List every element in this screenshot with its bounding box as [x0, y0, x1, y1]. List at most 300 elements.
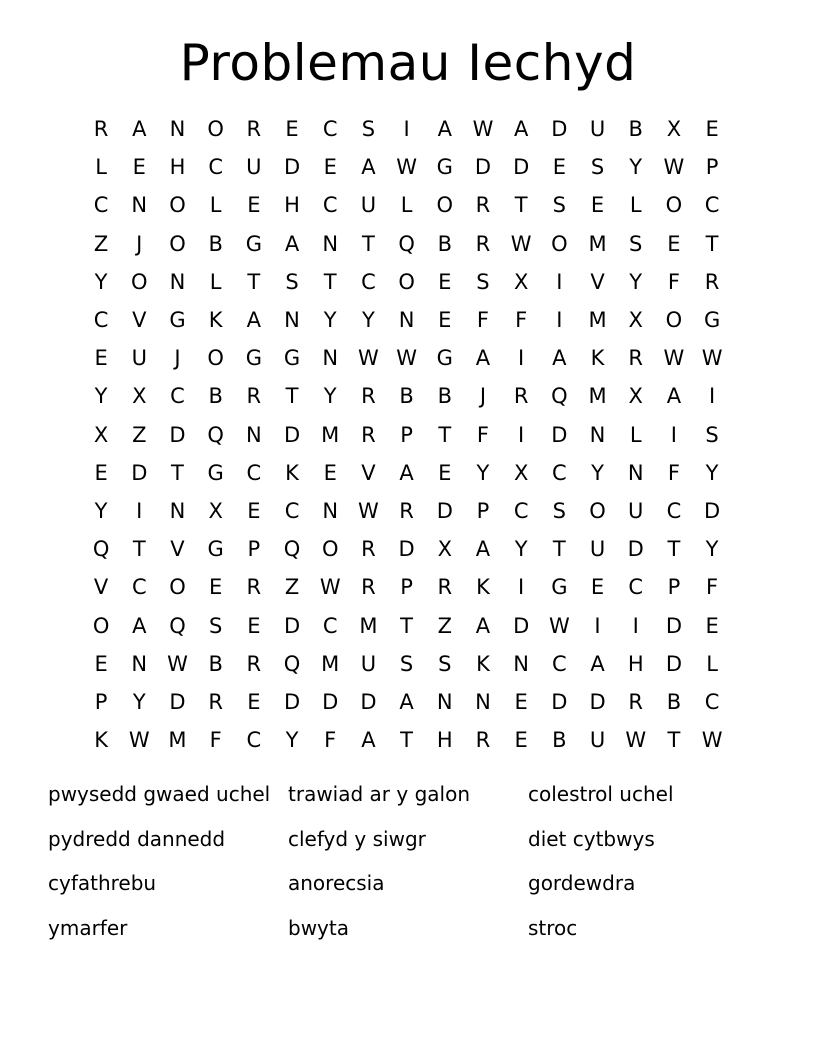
grid-letter: Y: [323, 308, 337, 333]
grid-letter: G: [551, 575, 568, 600]
grid-letter: D: [665, 613, 682, 638]
grid-letter: E: [667, 231, 681, 256]
grid-letter: E: [514, 728, 528, 753]
grid-letter: D: [283, 155, 301, 180]
grid-letter: A: [246, 308, 262, 333]
grid-letter: E: [247, 613, 261, 638]
grid-letter: D: [398, 537, 415, 562]
grid-letter: C: [322, 117, 338, 142]
grid-letter: E: [705, 613, 719, 638]
grid-letter: U: [589, 728, 606, 753]
grid-letter: L: [209, 269, 222, 294]
grid-letter: C: [322, 193, 338, 218]
grid-letter: C: [361, 269, 376, 294]
grid-letter: E: [94, 651, 108, 676]
word-list: [48, 776, 768, 954]
grid-letter: Y: [361, 308, 375, 333]
grid-letter: N: [169, 498, 186, 523]
grid-letter: X: [628, 308, 643, 333]
grid-letter: B: [628, 117, 643, 142]
grid-letter: Y: [705, 537, 719, 562]
grid-letter: V: [93, 575, 109, 600]
grid-letter: J: [174, 346, 181, 371]
grid-letter: T: [132, 537, 146, 562]
grid-letter: C: [322, 613, 338, 638]
grid-letter: S: [361, 117, 376, 142]
grid-letter: X: [513, 269, 529, 294]
grid-letter: E: [247, 689, 261, 714]
grid-letter: W: [396, 346, 417, 371]
grid-letter: D: [589, 689, 606, 714]
grid-letter: E: [323, 155, 337, 180]
grid-letter: W: [358, 498, 379, 523]
grid-letter: B: [208, 384, 223, 409]
grid-letter: D: [169, 422, 186, 447]
grid-letter: B: [666, 689, 682, 714]
grid-letter: O: [321, 537, 339, 562]
grid-letter: R: [475, 231, 491, 256]
grid-letter: J: [479, 384, 487, 409]
grid-letter: P: [705, 155, 719, 180]
grid-letter: R: [246, 575, 262, 600]
grid-letter: D: [704, 498, 721, 523]
grid-letter: V: [170, 537, 185, 562]
grid-letter: N: [322, 498, 339, 523]
grid-letter: Q: [283, 651, 301, 676]
grid-letter: P: [476, 498, 490, 523]
grid-letter: Q: [207, 422, 224, 447]
grid-letter: D: [513, 155, 530, 180]
grid-letter: P: [400, 575, 413, 600]
grid-letter: N: [169, 269, 186, 294]
grid-letter: U: [360, 193, 377, 218]
grid-letter: R: [361, 384, 376, 409]
grid-letter: G: [207, 537, 224, 562]
grid-letter: E: [209, 575, 223, 600]
grid-letter: T: [400, 613, 413, 638]
grid-letter: Y: [476, 460, 490, 485]
grid-letter: S: [552, 193, 567, 218]
grid-letter: N: [513, 651, 530, 676]
grid-letter: N: [245, 422, 262, 447]
word-list-item: clefyd y siwgr: [288, 826, 426, 851]
grid-letter: I: [518, 422, 525, 447]
grid-letter: M: [588, 308, 607, 333]
grid-letter: W: [625, 728, 647, 753]
grid-letter: G: [245, 346, 262, 371]
grid-letter: K: [208, 308, 223, 333]
grid-letter: N: [398, 308, 415, 333]
grid-letter: W: [701, 346, 723, 371]
grid-letter: A: [399, 460, 414, 485]
grid-letter: X: [628, 384, 643, 409]
grid-letter: M: [321, 651, 340, 676]
grid-letter: D: [665, 651, 682, 676]
grid-letter: N: [436, 689, 453, 714]
grid-letter: O: [169, 231, 186, 256]
grid-letter: E: [438, 460, 452, 485]
grid-letter: W: [472, 117, 494, 142]
grid-letter: R: [475, 193, 491, 218]
grid-letter: L: [95, 155, 107, 180]
grid-letter: N: [284, 308, 300, 333]
grid-letter: D: [322, 689, 339, 714]
grid-letter: A: [666, 384, 682, 409]
grid-letter: R: [628, 346, 644, 371]
grid-letter: D: [551, 117, 568, 142]
grid-letter: F: [667, 460, 680, 485]
grid-letter: L: [209, 193, 222, 218]
grid-letter: A: [132, 117, 147, 142]
grid-letter: H: [284, 193, 300, 218]
grid-letter: T: [323, 269, 337, 294]
grid-letter: Y: [132, 689, 146, 714]
grid-letter: E: [552, 155, 566, 180]
grid-letter: S: [399, 651, 414, 676]
grid-letter: O: [551, 231, 568, 256]
grid-letter: T: [705, 231, 719, 256]
grid-letter: T: [247, 269, 261, 294]
grid-letter: T: [667, 537, 681, 562]
grid-letter: T: [552, 537, 566, 562]
letter-grid: [82, 110, 731, 759]
grid-letter: Q: [169, 613, 186, 638]
grid-letter: R: [399, 498, 414, 523]
grid-letter: S: [208, 613, 223, 638]
grid-letter: D: [436, 498, 453, 523]
grid-letter: N: [322, 346, 339, 371]
grid-letter: C: [246, 460, 262, 485]
grid-letter: T: [400, 728, 413, 753]
grid-letter: C: [284, 498, 300, 523]
word-list-item: trawiad ar y galon: [288, 782, 470, 806]
grid-letter: S: [285, 269, 299, 294]
grid-letter: W: [358, 346, 379, 371]
grid-letter: G: [169, 308, 186, 333]
grid-letter: A: [132, 613, 147, 638]
grid-letter: M: [359, 613, 378, 638]
grid-letter: W: [510, 231, 532, 256]
grid-letter: U: [360, 651, 377, 676]
grid-letter: A: [475, 537, 491, 562]
grid-letter: X: [208, 498, 223, 523]
grid-letter: X: [93, 422, 109, 447]
grid-letter: P: [667, 575, 681, 600]
grid-letter: W: [128, 728, 150, 753]
grid-letter: T: [514, 193, 528, 218]
word-list-item: diet cytbwys: [528, 826, 655, 851]
grid-letter: T: [285, 384, 299, 409]
grid-letter: G: [436, 155, 453, 180]
grid-letter: N: [131, 193, 148, 218]
grid-letter: H: [169, 155, 186, 180]
grid-letter: N: [131, 651, 148, 676]
grid-letter: C: [704, 689, 720, 714]
grid-letter: D: [551, 689, 568, 714]
grid-letter: C: [628, 575, 644, 600]
grid-letter: R: [437, 575, 453, 600]
grid-letter: I: [518, 346, 525, 371]
grid-letter: E: [438, 269, 452, 294]
grid-letter: C: [93, 193, 109, 218]
grid-letter: A: [284, 231, 300, 256]
grid-letter: I: [518, 575, 525, 600]
grid-letter: R: [246, 117, 262, 142]
grid-letter: J: [136, 231, 143, 256]
grid-letter: A: [475, 613, 491, 638]
grid-letter: L: [629, 422, 642, 447]
grid-letter: L: [629, 193, 642, 218]
grid-letter: T: [171, 460, 184, 485]
grid-letter: S: [552, 498, 567, 523]
grid-letter: I: [594, 613, 601, 638]
grid-letter: D: [513, 613, 530, 638]
grid-letter: E: [438, 308, 452, 333]
grid-letter: O: [169, 575, 186, 600]
grid-letter: Y: [323, 384, 337, 409]
grid-letter: R: [628, 689, 644, 714]
grid-letter: A: [437, 117, 452, 142]
grid-letter: B: [437, 231, 452, 256]
grid-letter: E: [323, 460, 337, 485]
grid-letter: S: [438, 651, 452, 676]
grid-letter: X: [666, 117, 682, 142]
grid-letter: O: [589, 498, 606, 523]
grid-letter: V: [132, 308, 147, 333]
grid-letter: E: [247, 498, 261, 523]
grid-letter: B: [399, 384, 414, 409]
grid-letter: M: [321, 422, 340, 447]
grid-letter: G: [207, 460, 224, 485]
grid-letter: F: [515, 308, 528, 333]
grid-letter: B: [208, 651, 223, 676]
grid-letter: E: [590, 575, 605, 600]
grid-letter: R: [513, 384, 529, 409]
word-list-item: pwysedd gwaed uchel: [48, 782, 271, 806]
grid-letter: C: [131, 575, 147, 600]
grid-letter: G: [283, 346, 301, 371]
grid-letter: D: [474, 155, 492, 180]
grid-letter: D: [283, 422, 301, 447]
grid-letter: L: [400, 193, 413, 218]
grid-letter: Y: [94, 384, 108, 409]
grid-letter: E: [285, 117, 299, 142]
grid-letter: F: [324, 728, 337, 753]
grid-letter: A: [361, 155, 376, 180]
grid-letter: K: [94, 728, 108, 753]
grid-letter: Y: [591, 460, 604, 485]
grid-letter: U: [589, 117, 606, 142]
grid-letter: R: [361, 537, 376, 562]
grid-letter: I: [403, 117, 410, 142]
grid-letter: Y: [94, 498, 108, 523]
grid-letter: A: [552, 346, 567, 371]
grid-letter: N: [475, 689, 491, 714]
word-list-item: ymarfer: [48, 915, 128, 940]
grid-letter: O: [169, 193, 186, 218]
word-list-item: anorecsia: [288, 871, 385, 895]
grid-letter: K: [476, 575, 490, 600]
grid-letter: F: [667, 269, 680, 294]
grid-letter: O: [436, 193, 454, 218]
grid-letter: Y: [285, 728, 299, 753]
grid-letter: R: [361, 575, 376, 600]
grid-letter: S: [705, 422, 719, 447]
grid-letter: H: [627, 651, 644, 676]
grid-letter: C: [208, 155, 223, 180]
grid-letter: I: [556, 269, 563, 294]
grid-letter: Q: [398, 231, 415, 256]
grid-letter: B: [552, 728, 567, 753]
word-list-item: stroc: [528, 915, 578, 940]
grid-letter: K: [590, 346, 605, 371]
word-list-item: bwyta: [288, 915, 349, 940]
grid-letter: E: [705, 117, 719, 142]
grid-letter: D: [283, 689, 301, 714]
grid-letter: Q: [551, 384, 568, 409]
grid-letter: S: [590, 155, 605, 180]
grid-letter: D: [169, 689, 186, 714]
grid-letter: N: [169, 117, 186, 142]
grid-letter: O: [398, 269, 415, 294]
grid-letter: F: [209, 728, 222, 753]
grid-letter: Q: [283, 537, 301, 562]
grid-letter: T: [438, 422, 452, 447]
grid-letter: I: [556, 308, 563, 333]
grid-letter: Z: [132, 422, 147, 447]
grid-letter: I: [632, 613, 639, 638]
grid-letter: Y: [629, 155, 643, 180]
grid-letter: C: [552, 651, 567, 676]
grid-letter: L: [706, 651, 718, 676]
grid-letter: U: [131, 346, 147, 371]
grid-letter: C: [170, 384, 185, 409]
grid-letter: P: [400, 422, 413, 447]
grid-letter: O: [207, 346, 224, 371]
grid-letter: C: [246, 728, 262, 753]
grid-letter: R: [246, 651, 262, 676]
grid-letter: T: [667, 728, 681, 753]
grid-letter: N: [322, 231, 339, 256]
grid-letter: B: [437, 384, 452, 409]
grid-letter: R: [246, 384, 262, 409]
grid-letter: F: [476, 308, 490, 333]
grid-letter: W: [167, 651, 188, 676]
grid-letter: K: [476, 651, 490, 676]
grid-letter: P: [94, 689, 108, 714]
grid-letter: R: [208, 689, 223, 714]
grid-letter: U: [628, 498, 644, 523]
grid-letter: C: [704, 193, 720, 218]
grid-letter: R: [475, 728, 491, 753]
grid-letter: A: [475, 346, 491, 371]
grid-letter: K: [285, 460, 299, 485]
grid-letter: X: [132, 384, 147, 409]
grid-letter: N: [627, 460, 644, 485]
grid-letter: U: [589, 537, 606, 562]
grid-letter: I: [708, 384, 716, 409]
grid-letter: D: [360, 689, 377, 714]
grid-letter: S: [629, 231, 643, 256]
grid-letter: C: [666, 498, 682, 523]
grid-letter: S: [476, 269, 490, 294]
grid-letter: Z: [284, 575, 300, 600]
grid-letter: C: [513, 498, 529, 523]
grid-letter: Y: [629, 269, 643, 294]
grid-letter: W: [663, 346, 685, 371]
grid-letter: V: [361, 460, 376, 485]
grid-letter: D: [131, 460, 148, 485]
grid-letter: O: [665, 308, 683, 333]
grid-letter: Y: [514, 537, 528, 562]
grid-letter: X: [437, 537, 452, 562]
grid-letter: M: [588, 384, 607, 409]
grid-letter: E: [247, 193, 261, 218]
grid-letter: H: [436, 728, 453, 753]
grid-letter: E: [94, 346, 108, 371]
grid-letter: O: [92, 613, 110, 638]
grid-letter: O: [131, 269, 148, 294]
grid-letter: R: [704, 269, 720, 294]
grid-letter: A: [513, 117, 529, 142]
grid-letter: E: [590, 193, 605, 218]
grid-letter: C: [552, 460, 567, 485]
grid-letter: W: [319, 575, 341, 600]
grid-letter: E: [132, 155, 146, 180]
grid-letter: P: [247, 537, 261, 562]
word-list-item: cyfathrebu: [48, 871, 157, 895]
grid-letter: O: [665, 193, 683, 218]
grid-letter: M: [168, 728, 187, 753]
grid-letter: A: [399, 689, 414, 714]
word-list-item: colestrol uchel: [528, 782, 674, 806]
grid-letter: D: [283, 613, 301, 638]
grid-letter: W: [701, 728, 723, 753]
grid-letter: X: [513, 460, 529, 485]
grid-letter: U: [246, 155, 262, 180]
word-list-item: pydredd dannedd: [48, 826, 226, 851]
grid-letter: W: [396, 155, 417, 180]
grid-letter: A: [590, 651, 605, 676]
grid-letter: I: [136, 498, 143, 523]
grid-letter: N: [589, 422, 606, 447]
grid-letter: F: [706, 575, 719, 600]
grid-letter: C: [93, 308, 109, 333]
grid-letter: W: [663, 155, 685, 180]
grid-letter: G: [245, 231, 262, 256]
grid-letter: M: [588, 231, 607, 256]
page-title: Problemau Iechyd: [179, 34, 637, 92]
grid-letter: D: [627, 537, 644, 562]
grid-letter: R: [361, 422, 376, 447]
grid-letter: E: [94, 460, 108, 485]
grid-letter: E: [514, 689, 528, 714]
grid-letter: R: [93, 117, 109, 142]
grid-letter: G: [703, 308, 721, 333]
grid-letter: T: [361, 231, 375, 256]
grid-letter: Z: [437, 613, 452, 638]
word-list-item: gordewdra: [528, 871, 636, 895]
grid-letter: W: [548, 613, 570, 638]
grid-letter: Y: [94, 269, 108, 294]
grid-letter: B: [208, 231, 223, 256]
grid-letter: A: [361, 728, 376, 753]
grid-letter: V: [590, 269, 605, 294]
grid-letter: I: [670, 422, 677, 447]
grid-letter: Y: [705, 460, 719, 485]
grid-letter: Q: [92, 537, 110, 562]
grid-letter: D: [551, 422, 568, 447]
